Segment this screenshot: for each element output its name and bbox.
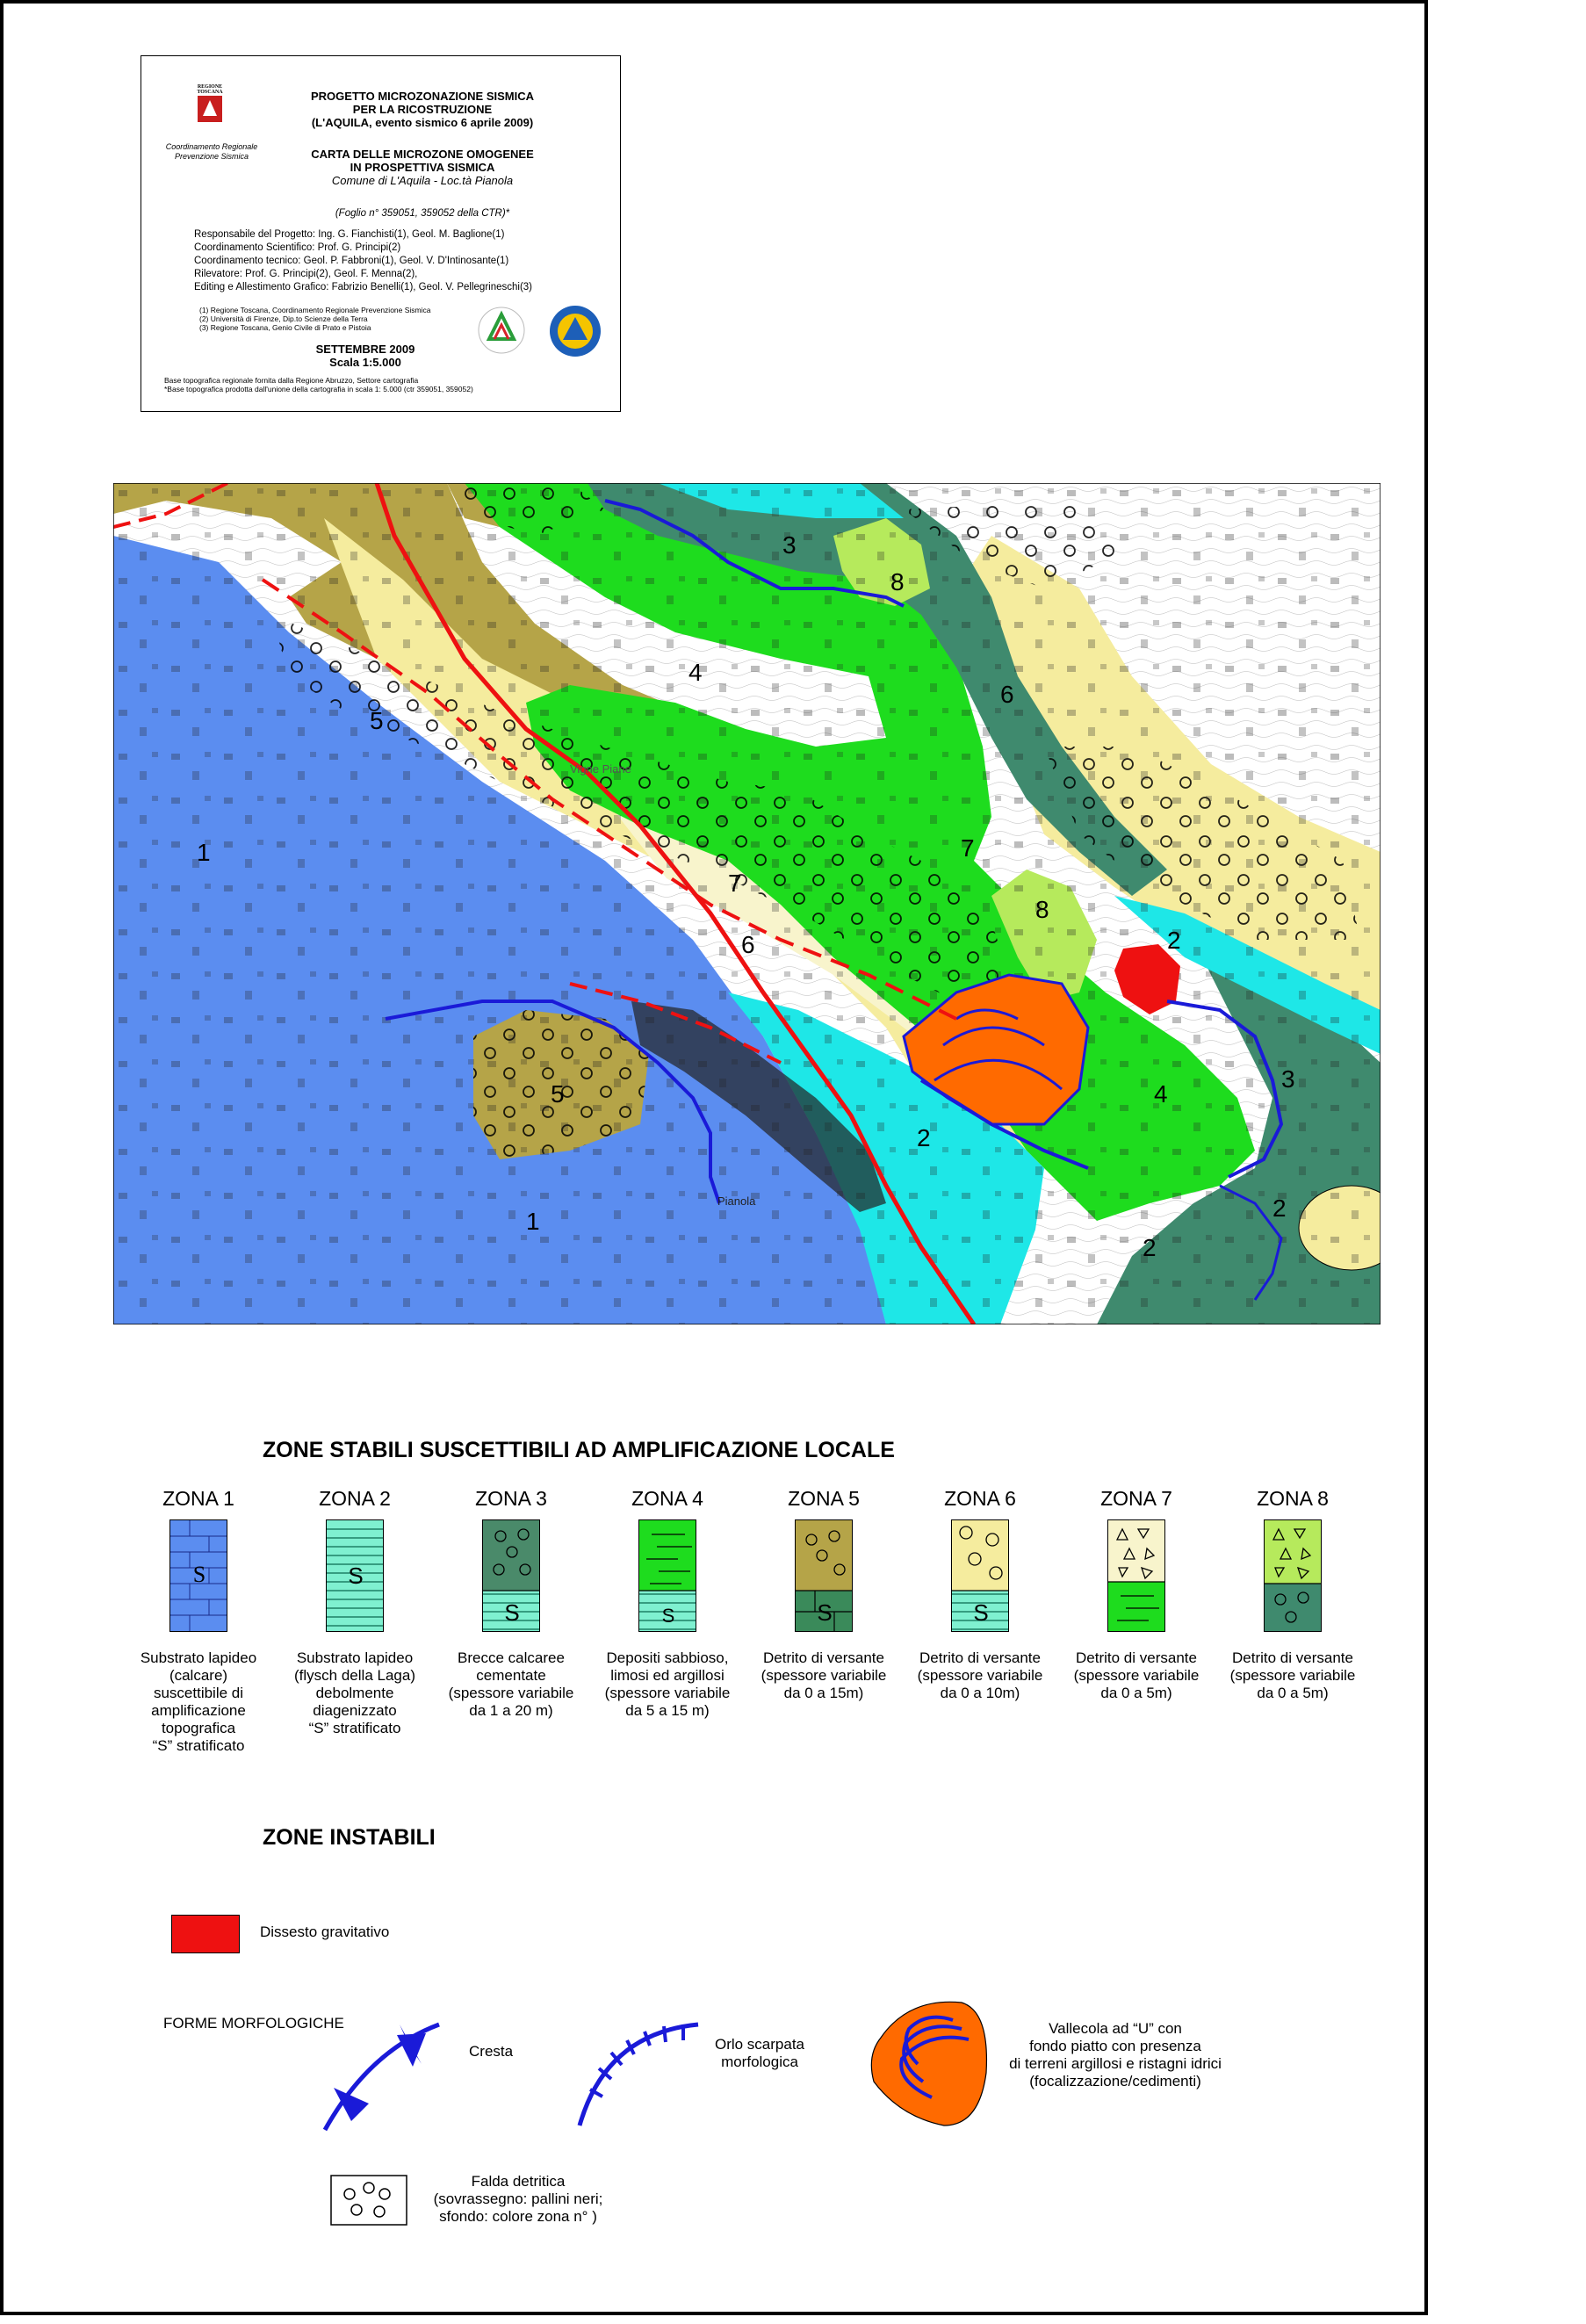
map-label-zona-5b: 5 [551,1080,565,1108]
orlo-label-1: Orlo scarpata [714,2036,805,2053]
map-label-zona-8b: 8 [1035,896,1049,923]
zona-8-desc-1: Detrito di versante [1232,1649,1353,1666]
vallecola-label-4: (focalizzazione/cedimenti) [1029,2073,1201,2089]
base-note-2: *Base topografica prodotta dall'unione della cartografia in scala 1: 5.000 (ctr 359051, 359052) [164,385,473,393]
project-title-2: PER LA RICOSTRUZIONE [352,103,493,116]
location-label: Comune di L'Aquila - Loc.tà Pianola [331,174,514,187]
coordination-line-2: Prevenzione Sismica [174,152,249,161]
falda-detritica-symbol [330,2175,407,2226]
zona-1-desc-6: “S” stratificato [152,1737,245,1754]
map-title-2: IN PROSPETTIVA SISMICA [350,161,495,174]
zona-1-swatch [169,1519,227,1632]
microzonation-map[interactable] [113,483,1381,1324]
zona-2-desc-3: debolmente [315,1685,394,1701]
zona-2-desc-2: (flysch della Laga) [294,1667,415,1684]
legend-zona-5 [758,1487,890,1702]
zona-4-desc-4: da 5 a 15 m) [625,1702,710,1719]
orlo-label [703,2036,817,2071]
zona-4-desc-2: limosi ed argillosi [610,1667,725,1684]
falda-label-3: sfondo: colore zona n° ) [439,2208,597,2225]
zona-6-swatch-letter: S [973,1599,989,1626]
zona-5-label: ZONA 5 [788,1487,860,1510]
map-label-zona-6a: 6 [741,931,755,958]
orlo-label-2: morfologica [721,2053,798,2070]
map-label-zona-4a: 4 [688,659,703,686]
legend-zona-6 [914,1487,1046,1702]
title-block [141,55,621,412]
falda-label-1: Falda detritica [471,2173,566,2190]
note-line-3: (3) Regione Toscana, Genio Civile di Prato e Pistoia [199,323,371,332]
zona-2-desc-5: “S” stratificato [308,1720,401,1736]
zona-1-desc-2: (calcare) [169,1667,228,1684]
cresta-label: Cresta [469,2043,514,2060]
date-label: SETTEMBRE 2009 [315,343,415,356]
credit-line-3: Coordinamento tecnico: Geol. P. Fabbroni(1), Geol. V. D'Intinosante(1) [194,256,509,266]
zona-6-desc-3: da 0 a 10m) [940,1685,1020,1701]
vallecola-label-2: fondo piatto con presenza [1029,2038,1201,2054]
legend-zona-3 [445,1487,577,1720]
map-label-zona-7a: 7 [728,870,742,897]
note-line-2: (2) Università di Firenze, Dip.to Scienze della Terra [199,314,368,323]
place-vigne-piane: Vigne Piane [570,762,631,776]
zona-1-desc-4: amplificazione [151,1702,246,1719]
zona-5-desc-1: Detrito di versante [763,1649,884,1666]
zona-2-desc-4: diagenizzato [313,1702,397,1719]
coordination-line-1: Coordinamento Regionale [165,142,258,151]
zona-1-desc-3: suscettibile di [153,1685,244,1701]
zona-4-label: ZONA 4 [631,1487,703,1510]
map-label-zona-2a: 2 [917,1124,931,1151]
zona-5-swatch [795,1519,853,1632]
zona-8-desc-2: (spessore variabile [1229,1667,1356,1684]
zona-8-label: ZONA 8 [1257,1487,1329,1510]
zona-2-swatch-letter: S [348,1563,364,1589]
zona-5-desc-2: (spessore variabile [761,1667,887,1684]
civil-defense-logo [548,304,602,358]
zona-4-desc-1: Depositi sabbioso, [606,1649,729,1666]
map-label-zona-1a: 1 [197,839,211,866]
orlo-scarpata-symbol [571,2016,703,2130]
vallecola-label-3: di terreni argillosi e ristagni idrici [1009,2055,1222,2072]
map-label-zona-1b: 1 [526,1208,540,1235]
map-label-zona-8a: 8 [890,568,905,595]
zona-8-swatch [1264,1519,1322,1632]
vallecola-label-1: Vallecola ad “U” con [1049,2020,1182,2037]
dissesto-swatch [171,1915,240,1953]
zona-1-desc-1: Substrato lapideo [140,1649,257,1666]
vallecola-symbol [865,1994,992,2130]
map-label-zona-6b: 6 [1000,681,1014,708]
project-title-3: (L'AQUILA, evento sismico 6 aprile 2009) [311,116,534,129]
zona-3-desc-2: cementate [476,1667,546,1684]
dissesto-label: Dissesto gravitativo [260,1923,390,1940]
place-pianola: Pianola [717,1194,756,1208]
map-label-zona-4b: 4 [1154,1080,1168,1108]
credit-line-2: Coordinamento Scientifico: Prof. G. Principi(2) [194,242,401,253]
zona-2-swatch [326,1519,384,1632]
scale-label: Scala 1:5.000 [329,356,401,369]
zona-3-desc-4: da 1 a 20 m) [469,1702,553,1719]
map-label-zona-2d: 2 [1143,1234,1157,1261]
map-label-zona-2b: 2 [1167,927,1181,954]
zona-3-label: ZONA 3 [475,1487,547,1510]
stable-zones-title: ZONE STABILI SUSCETTIBILI AD AMPLIFICAZIONE LOCALE [263,1438,895,1462]
legend-zona-2 [289,1487,421,1737]
zona-6-swatch [951,1519,1009,1632]
map-label-zona-2c: 2 [1272,1194,1287,1222]
zona-4-swatch-letter: S [661,1605,675,1627]
falda-label-2: (sovrassegno: pallini neri; [433,2190,603,2207]
map-label-zona-7b: 7 [961,834,975,862]
logo-text-1: REGIONE [197,84,223,90]
legend-zona-1 [133,1487,264,1755]
zona-1-label: ZONA 1 [162,1487,234,1510]
map-label-zona-3b: 3 [1281,1065,1295,1093]
region-toscana-logo [192,83,227,126]
map-label-zona-5a: 5 [370,707,384,734]
zona-6-label: ZONA 6 [944,1487,1016,1510]
zona-7-desc-3: da 0 a 5m) [1100,1685,1172,1701]
zona-4-desc-3: (spessore variabile [604,1685,731,1701]
zona-7-swatch [1107,1519,1165,1632]
protezione-civile-logo [475,304,528,357]
project-title-1: PROGETTO MICROZONAZIONE SISMICA [311,90,534,103]
map-title-1: CARTA DELLE MICROZONE OMOGENEE [311,148,534,161]
zona-3-desc-3: (spessore variabile [448,1685,574,1701]
sheet-label: (Foglio n° 359051, 359052 della CTR)* [335,208,510,219]
base-note-1: Base topografica regionale fornita dalla Regione Abruzzo, Settore cartografia [164,376,419,385]
credit-line-4: Rilevatore: Prof. G. Principi(2), Geol. F. Menna(2), [194,269,418,279]
cresta-symbol [316,2016,448,2139]
legend-zona-8 [1227,1487,1359,1702]
legend-zona-7 [1071,1487,1202,1702]
forms-title: FORME MORFOLOGICHE [163,2015,344,2032]
logo-text-2: TOSCANA [197,90,223,95]
zona-8-desc-3: da 0 a 5m) [1257,1685,1329,1701]
zona-7-label: ZONA 7 [1100,1487,1172,1510]
vallecola-label [992,2020,1238,2090]
map-label-zona-3a: 3 [782,531,797,559]
zona-3-swatch-letter: S [504,1599,520,1626]
zona-5-desc-3: da 0 a 15m) [783,1685,864,1701]
zona-2-desc-1: Substrato lapideo [296,1649,414,1666]
zona-7-desc-2: (spessore variabile [1073,1667,1200,1684]
note-line-1: (1) Regione Toscana, Coordinamento Regionale Prevenzione Sismica [199,306,431,314]
zona-7-desc-1: Detrito di versante [1076,1649,1197,1666]
legend-zona-4 [602,1487,733,1720]
zona-1-swatch-letter: S [192,1562,206,1587]
zona-6-desc-1: Detrito di versante [919,1649,1041,1666]
zona-1-desc-5: topografica [161,1720,236,1736]
credit-line-5: Editing e Allestimento Grafico: Fabrizio Benelli(1), Geol. V. Pellegrineschi(3) [194,282,533,292]
falda-label [413,2173,624,2226]
credit-line-1: Responsabile del Progetto: Ing. G. Fianchisti(1), Geol. M. Baglione(1) [194,229,505,240]
zona-6-desc-2: (spessore variabile [917,1667,1043,1684]
zona-2-label: ZONA 2 [319,1487,391,1510]
zona-3-swatch [482,1519,540,1632]
zona-5-swatch-letter: S [817,1599,833,1626]
zona-4-swatch [638,1519,696,1632]
unstable-zones-title: ZONE INSTABILI [263,1825,436,1850]
zona-3-desc-1: Brecce calcaree [458,1649,565,1666]
